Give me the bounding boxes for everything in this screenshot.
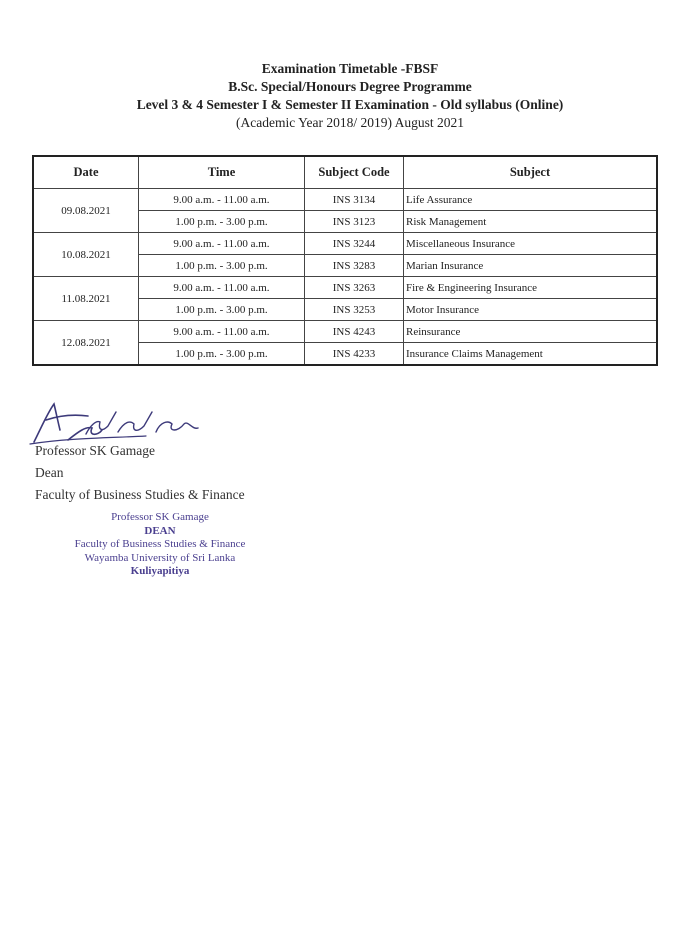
time-cell: 1.00 p.m. - 3.00 p.m. (139, 255, 305, 277)
stamp-title: DEAN (144, 524, 176, 537)
header-level: Level 3 & 4 Semester I & Semester II Examination - Old syllabus (Online) (136, 97, 564, 112)
subject-cell: Miscellaneous Insurance (404, 233, 658, 255)
stamp-faculty: Faculty of Business Studies & Finance (74, 538, 246, 550)
header-academic-year: (Academic Year 2018/ 2019) August 2021 (236, 115, 464, 130)
header-title: Examination Timetable -FBSF (261, 61, 439, 76)
timetable (32, 155, 658, 366)
table-row (33, 321, 657, 343)
subject-cell: Marian Insurance (404, 255, 658, 277)
signatory-faculty: Faculty of Business Studies & Finance (35, 487, 245, 502)
time-cell: 1.00 p.m. - 3.00 p.m. (139, 299, 305, 321)
header-programme: B.Sc. Special/Honours Degree Programme (228, 79, 472, 94)
code-cell: INS 3134 (305, 189, 404, 211)
stamp-town: Kuliyapitiya (130, 565, 190, 577)
col-header-subject: Subject (404, 156, 658, 189)
table-row (33, 233, 657, 255)
col-header-subject-code: Subject Code (305, 156, 404, 189)
code-cell: INS 3263 (305, 277, 404, 299)
time-cell: 1.00 p.m. - 3.00 p.m. (139, 211, 305, 233)
subject-cell: Reinsurance (404, 321, 658, 343)
col-header-date: Date (33, 156, 139, 189)
signatory-block (35, 440, 245, 506)
subject-cell: Fire & Engineering Insurance (404, 277, 658, 299)
code-cell: INS 4243 (305, 321, 404, 343)
subject-cell: Risk Management (404, 211, 658, 233)
time-cell: 1.00 p.m. - 3.00 p.m. (139, 343, 305, 366)
subject-cell: Life Assurance (404, 189, 658, 211)
table-row (33, 277, 657, 299)
date-cell: 11.08.2021 (33, 277, 139, 321)
signatory-name: Professor SK Gamage (35, 443, 155, 458)
date-cell: 10.08.2021 (33, 233, 139, 277)
code-cell: INS 3283 (305, 255, 404, 277)
col-header-time: Time (139, 156, 305, 189)
stamp-university: Wayamba University of Sri Lanka (84, 551, 236, 564)
time-cell: 9.00 a.m. - 11.00 a.m. (139, 189, 305, 211)
subject-cell: Insurance Claims Management (404, 343, 658, 366)
document-header (0, 60, 700, 132)
code-cell: INS 3244 (305, 233, 404, 255)
date-cell: 12.08.2021 (33, 321, 139, 366)
code-cell: INS 3253 (305, 299, 404, 321)
date-cell: 09.08.2021 (33, 189, 139, 233)
signatory-title: Dean (35, 465, 64, 480)
table-row (33, 189, 657, 211)
time-cell: 9.00 a.m. - 11.00 a.m. (139, 277, 305, 299)
stamp-name: Professor SK Gamage (111, 511, 209, 523)
time-cell: 9.00 a.m. - 11.00 a.m. (139, 233, 305, 255)
time-cell: 9.00 a.m. - 11.00 a.m. (139, 321, 305, 343)
subject-cell: Motor Insurance (404, 299, 658, 321)
official-stamp (55, 511, 265, 579)
timetable-header-row (33, 156, 657, 189)
code-cell: INS 3123 (305, 211, 404, 233)
code-cell: INS 4233 (305, 343, 404, 366)
